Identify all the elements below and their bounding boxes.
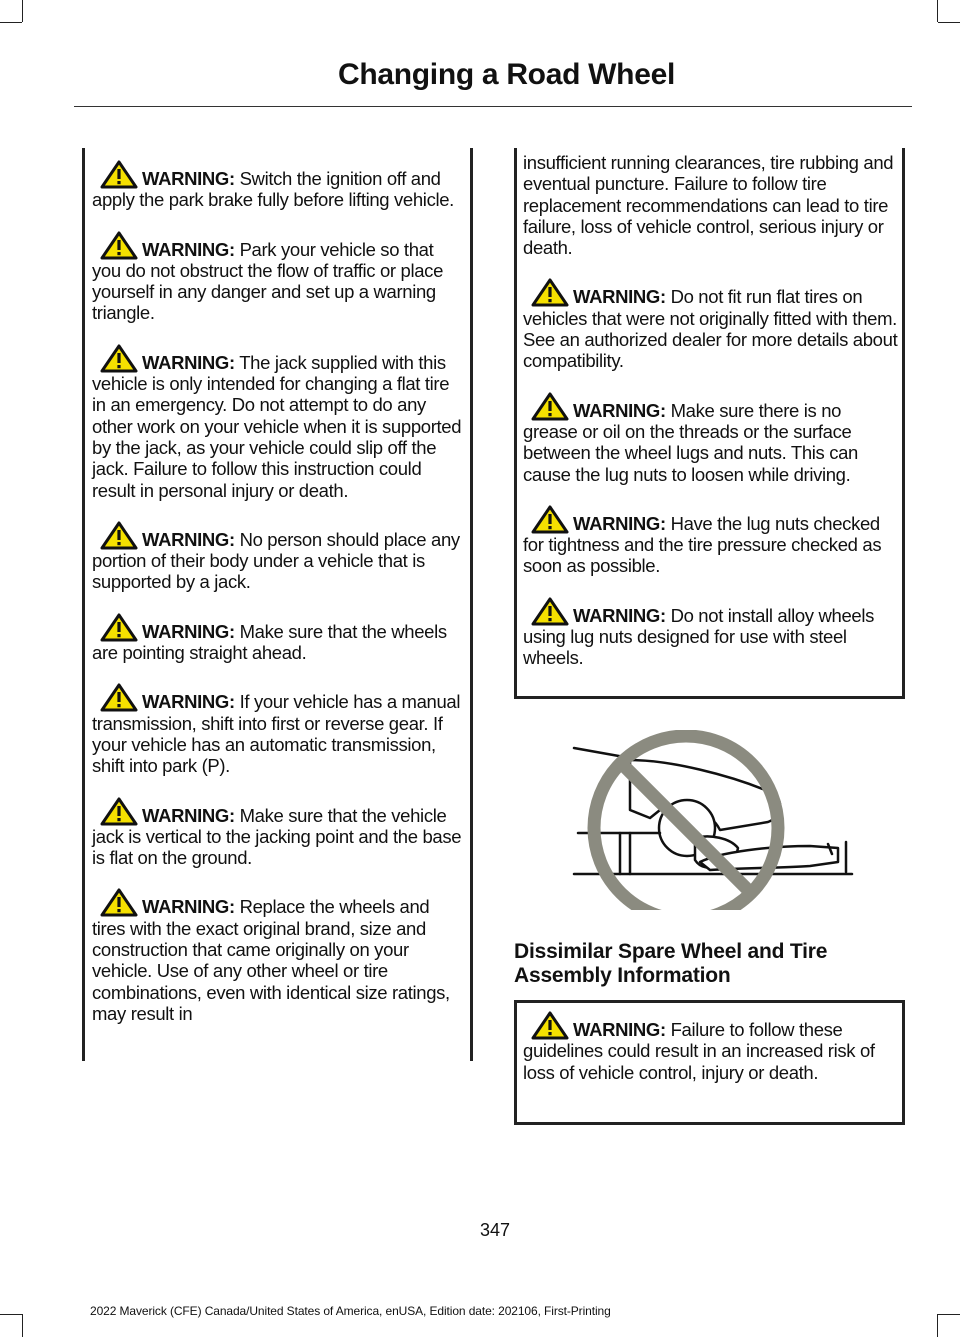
warning-item	[92, 797, 466, 869]
warning-text: Make sure that the wheels are pointing straight ahead.	[92, 620, 447, 664]
crop-mark	[938, 1314, 960, 1315]
warning-item	[523, 1011, 898, 1083]
warning-triangle-icon	[100, 160, 138, 189]
warning-triangle-icon	[531, 278, 569, 307]
warning-label: WARNING:	[142, 528, 235, 550]
warning-triangle-icon	[531, 392, 569, 421]
right-warning-list	[523, 152, 898, 689]
warning-text: Have the lug nuts checked for tightness and the tire pressure checked as soon as possible.	[523, 512, 882, 577]
warning-text: Replace the wheels and tires with the exact original brand, size and construction that came originally on your vehicle. Use of any other wheel or tire combinations, even with identical size ratings, may result in	[92, 896, 450, 1024]
warning-triangle-icon	[100, 521, 138, 550]
warning-item	[523, 278, 898, 371]
warning-label: WARNING:	[142, 620, 235, 642]
footer-edition-info: 2022 Maverick (CFE) Canada/United States of America, enUSA, Edition date: 202106, First-Printing	[90, 1304, 611, 1318]
crop-mark	[0, 22, 22, 23]
warning-item	[92, 344, 466, 501]
section-heading: Dissimilar Spare Wheel and Tire Assembly Information	[514, 940, 828, 987]
warning-text: Do not fit run flat tires on vehicles that were not originally fitted with them. See an authorized dealer for more details about compatibility.	[523, 286, 898, 372]
warning-item	[92, 160, 466, 211]
continued-warning-text: insufficient running clearances, tire rubbing and eventual puncture. Failure to follow tire replacement recommendations can lead to tire failure, loss of vehicle control, serious injury or death.	[523, 152, 894, 259]
warning-label: WARNING:	[573, 286, 666, 308]
warning-item	[523, 505, 898, 577]
warning-text: No person should place any portion of their body under a vehicle that is supported by a jack.	[92, 528, 460, 593]
warning-label: WARNING:	[142, 168, 235, 189]
warning-label: WARNING:	[573, 1019, 666, 1040]
warning-item	[92, 231, 466, 324]
crop-mark	[22, 0, 23, 22]
warning-item	[523, 392, 898, 485]
warning-label: WARNING:	[573, 604, 666, 626]
warning-triangle-icon	[100, 888, 138, 917]
warning-label: WARNING:	[142, 804, 235, 826]
page-number: 347	[479, 1220, 511, 1240]
warning-triangle-icon	[531, 1011, 569, 1040]
warning-item	[92, 613, 466, 664]
crop-mark	[937, 0, 938, 22]
warning-triangle-icon	[531, 597, 569, 626]
warning-triangle-icon	[100, 231, 138, 260]
section-warning-list	[523, 1011, 898, 1103]
warning-label: WARNING:	[142, 351, 235, 373]
crop-mark	[0, 1314, 22, 1315]
warning-triangle-icon	[100, 613, 138, 642]
warning-text: Switch the ignition off and apply the park brake fully before lifting vehicle.	[92, 168, 454, 211]
warning-item	[92, 683, 466, 776]
warning-text: Make sure that the vehicle jack is vertical to the jacking point and the base is flat on the ground.	[92, 804, 462, 869]
warning-label: WARNING:	[573, 512, 666, 534]
warning-label: WARNING:	[573, 399, 666, 421]
warning-text: Park your vehicle so that you do not obstruct the flow of traffic or place yourself in any danger and set up a warning triangle.	[92, 238, 444, 324]
warning-triangle-icon	[100, 344, 138, 373]
warning-text: The jack supplied with this vehicle is only intended for changing a flat tire in an emergency. Do not attempt to do any other work on your vehicle when it is supported by the jack, as your vehicle could slip off the jack. Failure to follow this instruction could result in personal injury or death.	[92, 351, 462, 501]
warning-label: WARNING:	[142, 691, 235, 713]
page-title: Changing a Road Wheel	[337, 58, 675, 91]
warning-label: WARNING:	[142, 896, 235, 918]
header-divider	[74, 106, 912, 107]
warning-triangle-icon	[531, 505, 569, 534]
warning-text: Failure to follow these guidelines could result in an increased risk of loss of vehicle control, injury or death.	[523, 1019, 875, 1083]
crop-mark	[22, 1314, 23, 1337]
warning-item	[92, 888, 466, 1024]
no-person-under-vehicle-illustration	[570, 730, 860, 910]
crop-mark	[938, 22, 960, 23]
warning-text: Do not install alloy wheels using lug nuts designed for use with steel wheels.	[523, 604, 874, 669]
warning-item	[523, 597, 898, 669]
warning-text: Make sure there is no grease or oil on the threads or the surface between the wheel lugs and nuts. This can cause the lug nuts to loosen while driving.	[523, 399, 858, 485]
warning-label: WARNING:	[142, 238, 235, 260]
warning-triangle-icon	[100, 683, 138, 712]
warning-item	[92, 521, 466, 593]
left-warning-list	[92, 160, 466, 1044]
warning-triangle-icon	[100, 797, 138, 826]
crop-mark	[937, 1314, 938, 1337]
warning-text: If your vehicle has a manual transmission, shift into first or reverse gear. If your vehicle has an automatic transmission, shift into park (P).	[92, 691, 461, 777]
